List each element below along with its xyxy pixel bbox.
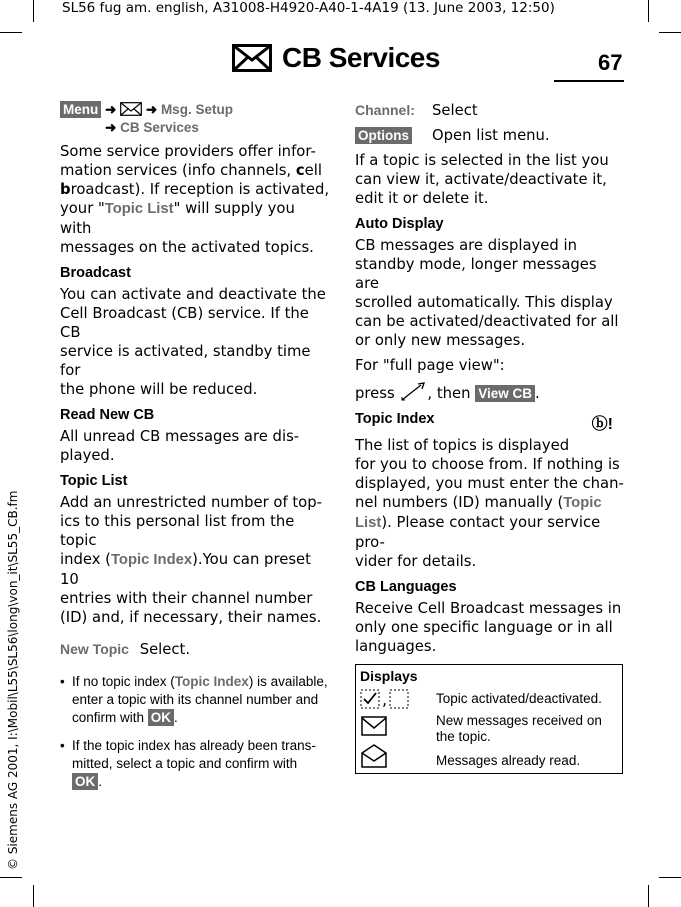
crop-mark [648,0,649,22]
header-rule [554,80,624,82]
crop-mark [648,885,649,907]
running-head: SL56 fug am. english, A31008-H4920-A40-1-4A19 (13. June 2003, 12:50) [62,0,555,16]
right-softkey-icon [399,381,427,403]
new-message-icon [361,716,387,736]
read-message-icon [361,744,387,768]
full-page-text: For "full page view": [355,357,505,374]
menu-path [60,101,330,137]
topic-selected-paragraph: If a topic is selected in the list you can view it, activate/deactivate it, edit it or delete it. [355,152,609,207]
sidebar-copyright-text: © Siemens AG 2001, I:\Mobil\L55\SL56\long\von_it\SL55_CB.fm [6,490,20,870]
topic-list-heading: Topic List [60,473,128,489]
text-line: Some service providers offer infor- [60,143,316,160]
display-row-1-text: Topic activated/deactivated. [436,691,602,706]
cb-languages-heading: CB Languages [355,579,457,595]
text-line: your "Topic List" will supply you with [60,200,295,237]
auto-display-paragraph: CB messages are displayed in standby mode, longer messages are scrolled automatically. This display can be activated/deactivated for all or only new messages. [355,237,619,349]
menu-cb-services: CB Services [120,120,199,135]
arrow-icon: ➜ [145,102,158,117]
crop-mark [659,877,681,878]
cb-languages-paragraph: Receive Cell Broadcast messages in only one specific language or in all languages. [355,600,622,655]
menu-key: Menu [60,101,101,118]
envelope-icon [232,44,272,72]
network-dependent-icon: ⓑ! [591,416,613,433]
page-number: 67 [598,50,623,75]
bullet-item: • If the topic index has already been trans- mitted, select a topic and confirm with OK . [60,737,330,791]
crop-mark [33,0,34,22]
display-row-2-text: New messages received on the topic. [436,713,602,744]
topic-list-paragraph: Add an unrestricted number of top- ics to this personal list from the topic index (Topic Index).You can preset 10 entries with their channel number (ID) and, if necessary, their names. [60,494,322,626]
text-line: mation services (info channels, cell [60,162,322,179]
text-line: messages on the activated topics. [60,239,314,256]
topic-deactivated-icon [389,689,409,709]
topic-index-heading: Topic Index ⓑ! [355,411,613,433]
ok-key: OK [148,709,174,726]
channel-row [355,101,625,120]
crop-mark [33,885,34,907]
new-topic-label: New Topic [60,641,129,657]
channel-label: Channel: [355,102,415,118]
envelope-icon [120,102,142,116]
displays-box [355,664,623,774]
new-topic-row [60,640,330,659]
text-line: broadcast). If reception is activated, [60,181,330,198]
new-topic-action: Select. [139,641,191,658]
crop-mark [659,32,681,33]
view-cb-key: View CB [475,385,535,402]
intro-paragraph [60,142,330,257]
options-key: Options [355,127,412,144]
display-row-3-text: Messages already read. [436,753,581,768]
left-column [60,101,330,791]
page-title-text: CB Services [282,42,440,73]
right-column [355,101,625,774]
topic-activated-icon [360,689,380,709]
read-new-paragraph: All unread CB messages are dis- played. [60,428,300,464]
topic-index-paragraph: The list of topics is displayed for you to choose from. If nothing is displayed, you must enter the chan- nel numbers (ID) manually (Topic List). Please contact your service pro- vider for details. [355,437,624,570]
broadcast-heading: Broadcast [60,265,131,281]
displays-heading: Displays [360,668,418,684]
press-row: press , then View CB . [355,381,625,403]
channel-action: Select [432,102,478,119]
arrow-icon: ➜ [105,120,117,135]
arrow-icon: ➜ [105,102,117,117]
sidebar-copyright [0,0,26,907]
read-new-heading: Read New CB [60,407,155,423]
menu-msg-setup: Msg. Setup [160,102,233,117]
bullet-item: • If no topic index (Topic Index) is available, enter a topic with its channel number and confirm with OK . [60,673,330,727]
ok-key: OK [72,773,98,790]
options-action: Open list menu. [432,127,550,144]
broadcast-paragraph: You can activate and deactivate the Cell Broadcast (CB) service. If the CB service is activated, standby time for the phone will be reduced. [60,286,326,398]
page-title [232,42,440,74]
options-row [355,126,625,145]
auto-display-heading: Auto Display [355,216,444,232]
display-row: , [360,689,409,709]
